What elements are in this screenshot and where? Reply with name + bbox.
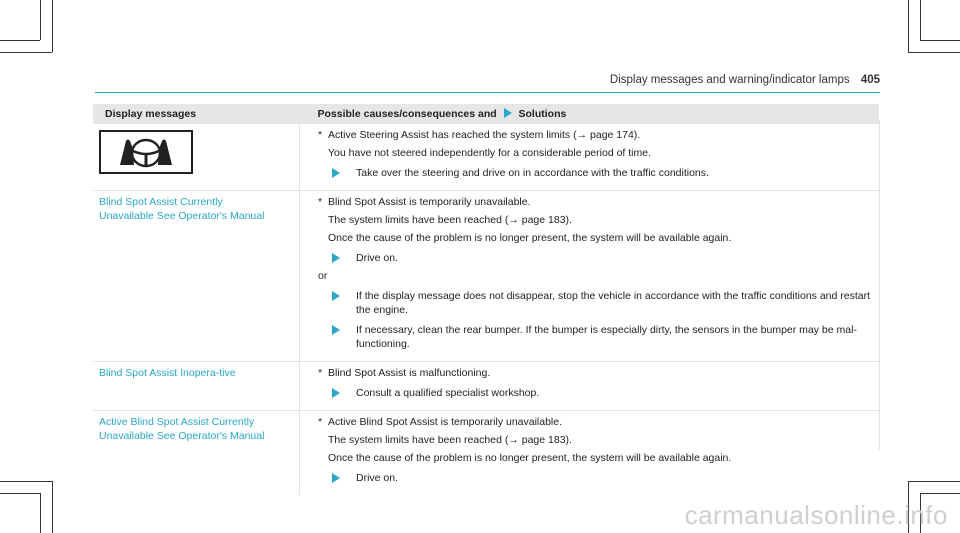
cause-cell bbox=[300, 362, 880, 411]
column-header-causes bbox=[300, 104, 880, 124]
cause-item: * Active Steering Assist has reached the system limits (→ page 174). bbox=[318, 129, 641, 141]
running-head bbox=[610, 74, 880, 86]
crop-mark bbox=[920, 40, 960, 41]
message-cell: Blind Spot Assist Inopera-tive bbox=[93, 362, 300, 411]
cause-detail: The system limits have been reached (→ page 183). bbox=[328, 434, 572, 446]
table-row bbox=[93, 362, 879, 411]
message-cell bbox=[93, 124, 300, 191]
crop-mark bbox=[40, 0, 41, 40]
solution-step: Consult a qualified specialist workshop. bbox=[318, 386, 873, 400]
crop-mark bbox=[52, 481, 53, 533]
table-header-row bbox=[93, 104, 879, 124]
column-header-solutions-label: Solutions bbox=[518, 108, 567, 120]
solution-step: Take over the steering and drive on in accordance with the traffic conditions. bbox=[318, 166, 873, 180]
crop-mark bbox=[908, 481, 960, 482]
cause-detail: Once the cause of the problem is no longer present, the system will be available again. bbox=[328, 232, 732, 244]
running-head-title: Display messages and warning/indicator lamps bbox=[609, 74, 850, 86]
crop-mark bbox=[908, 52, 960, 53]
steering-hands-icon bbox=[99, 130, 193, 174]
cause-detail: You have not steered independently for a considerable period of time. bbox=[328, 147, 651, 159]
crop-mark bbox=[0, 493, 40, 494]
cause-detail: The system limits have been reached (→ page 183). bbox=[328, 214, 572, 226]
cause-detail: Once the cause of the problem is no longer present, the system will be available again. bbox=[328, 452, 732, 464]
crop-mark bbox=[0, 52, 52, 53]
cause-cell bbox=[300, 411, 880, 496]
display-messages-table bbox=[93, 104, 879, 495]
table-right-border bbox=[879, 120, 880, 450]
column-header-messages: Display messages bbox=[93, 104, 300, 124]
crop-mark bbox=[920, 493, 960, 494]
solution-arrow-icon bbox=[504, 108, 512, 118]
watermark: carmanualsonline.info bbox=[684, 500, 948, 530]
solution-step: Drive on. bbox=[318, 251, 873, 265]
solution-step: If necessary, clean the rear bumper. If the bumper is especially dirty, the sensors in the bumper may be mal-functioning. bbox=[318, 323, 873, 351]
table-row bbox=[93, 191, 879, 362]
step-arrow-icon bbox=[332, 168, 340, 178]
crop-mark bbox=[52, 0, 53, 52]
crop-mark bbox=[0, 481, 52, 482]
table-row bbox=[93, 411, 879, 496]
cause-item: * Blind Spot Assist is temporarily unavailable. bbox=[318, 196, 531, 208]
column-header-causes-label: Possible causes/consequences and bbox=[317, 108, 497, 120]
solution-step: Drive on. bbox=[318, 471, 873, 485]
cause-item: * Blind Spot Assist is malfunctioning. bbox=[318, 367, 491, 379]
page-number: 405 bbox=[860, 74, 880, 86]
message-cell: Active Blind Spot Assist Currently Unavailable See Operator's Manual bbox=[93, 411, 300, 496]
cause-cell bbox=[300, 124, 880, 191]
crop-mark bbox=[920, 0, 921, 40]
or-separator: or bbox=[318, 270, 328, 282]
table-row bbox=[93, 124, 879, 191]
crop-mark bbox=[0, 40, 40, 41]
crop-mark bbox=[40, 493, 41, 533]
crop-mark bbox=[908, 0, 909, 52]
cause-item: * Active Blind Spot Assist is temporarily unavailable. bbox=[318, 416, 563, 428]
step-arrow-icon bbox=[332, 253, 340, 263]
step-arrow-icon bbox=[332, 291, 340, 301]
step-arrow-icon bbox=[332, 388, 340, 398]
header-rule bbox=[95, 92, 880, 93]
cause-cell bbox=[300, 191, 880, 362]
solution-step: If the display message does not disappear, stop the vehicle in accordance with the traffic conditions and restart the engine. bbox=[318, 289, 873, 317]
step-arrow-icon bbox=[332, 473, 340, 483]
step-arrow-icon bbox=[332, 325, 340, 335]
message-cell: Blind Spot Assist Currently Unavailable See Operator's Manual bbox=[93, 191, 300, 362]
